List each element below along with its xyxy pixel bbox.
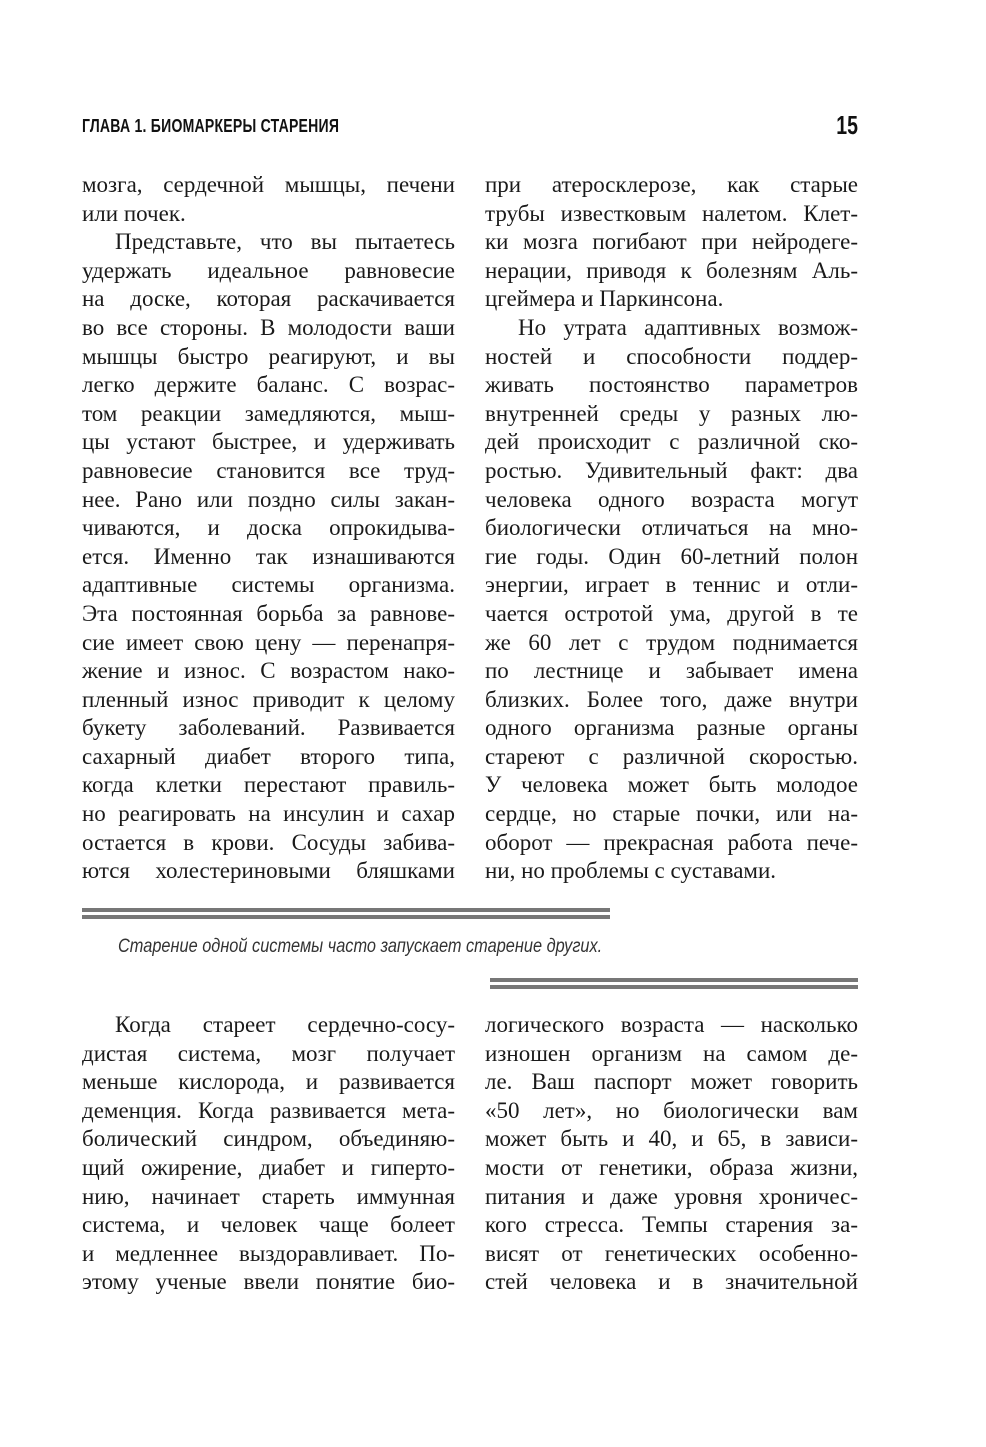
text-line: этому ученые ввели понятие био- xyxy=(82,1269,455,1295)
text-line: или почек. xyxy=(82,200,186,226)
text-line: ки мозга погибают при нейродеге- xyxy=(485,229,858,255)
text-line: У человека может быть молодое xyxy=(485,772,858,798)
text-line: гие годы. Один 60-летний полон xyxy=(485,543,858,569)
text-line: сахарный диабет второго типа, xyxy=(82,743,455,769)
text-line: по лестнице и забывает имена xyxy=(485,658,858,684)
text-line: трубы известковым налетом. Клет- xyxy=(485,200,858,226)
page-number: 15 xyxy=(836,110,858,140)
text-line: том реакции замедляются, мыш- xyxy=(82,400,455,426)
pull-quote-top-rule xyxy=(82,908,610,912)
text-line: человека одного возраста могут xyxy=(485,486,858,512)
text-line: сие имеет свою цену — перенапря- xyxy=(82,629,455,655)
text-line: живать постоянство параметров xyxy=(485,372,858,398)
text-line: дей происходит с различной ско- xyxy=(485,429,858,455)
text-line: чается остротой ума, другой в те xyxy=(485,600,858,626)
text-line: энергии, играет в теннис и отли- xyxy=(485,572,858,598)
text-line: ностей и способности поддер- xyxy=(485,343,858,369)
text-line: стей человека и в значительной xyxy=(485,1269,858,1295)
text-line: щий ожирение, диабет и гиперто- xyxy=(82,1154,455,1180)
text-line: и медленнее выздоравливает. По- xyxy=(82,1240,455,1266)
text-line: равновесие становится все труд- xyxy=(82,457,455,483)
text-line: может быть и 40, и 65, в зависи- xyxy=(485,1126,858,1152)
text-column-bottom-left xyxy=(82,1011,455,1297)
text-line: Когда стареет сердечно-сосу- xyxy=(115,1012,455,1037)
text-line: висят от генетических особенно- xyxy=(485,1240,858,1266)
text-column-top-right xyxy=(485,171,858,886)
text-line: ется. Именно так изнашиваются xyxy=(82,543,455,569)
text-line: кого стресса. Темпы старения за- xyxy=(485,1212,858,1238)
text-column-bottom-right xyxy=(485,1011,858,1297)
text-line: оборот — прекрасная работа пече- xyxy=(485,829,858,855)
text-line: изношен организм на самом де- xyxy=(485,1040,858,1066)
pull-quote-bottom-rule xyxy=(490,985,858,989)
text-line: на доске, которая раскачивается xyxy=(82,286,455,312)
text-line: питания и даже уровня хроничес- xyxy=(485,1183,858,1209)
text-line: деменция. Когда развивается мета- xyxy=(82,1097,455,1123)
text-line: нерации, приводя к болезням Аль- xyxy=(485,257,858,283)
text-line: нию, начинает стареть иммунная xyxy=(82,1183,455,1209)
text-line: когда клетки перестают правиль- xyxy=(82,772,455,798)
text-line: остается в крови. Сосуды забива- xyxy=(82,829,455,855)
text-line: букету заболеваний. Развивается xyxy=(82,715,455,741)
pull-quote-top-rule xyxy=(82,915,610,919)
text-line: же 60 лет с трудом поднимается xyxy=(485,629,858,655)
text-line: внутренней среды у разных лю- xyxy=(485,400,858,426)
text-line: удержать идеальное равновесие xyxy=(82,257,455,283)
pull-quote: Старение одной системы часто запускает старение других. xyxy=(118,936,603,957)
text-line: болический синдром, объединяю- xyxy=(82,1126,455,1152)
text-line: меньше кислорода, и развивается xyxy=(82,1069,455,1095)
text-line: легко держите баланс. С возрас- xyxy=(82,372,455,398)
text-line: сердце, но старые почки, или на- xyxy=(485,801,858,827)
text-line: ются холестериновыми бляшками xyxy=(82,858,455,884)
text-line: Но утрата адаптивных возмож- xyxy=(518,314,858,340)
text-line: Представьте, что вы пытаетесь xyxy=(115,229,455,255)
text-line: система, и человек чаще болеет xyxy=(82,1212,455,1238)
text-line: ле. Ваш паспорт может говорить xyxy=(485,1069,858,1095)
text-line: ростью. Удивительный факт: два xyxy=(485,457,858,483)
text-line: цгеймера и Паркинсона. xyxy=(485,286,724,312)
text-line: близких. Более того, даже внутри xyxy=(485,686,858,712)
text-line: мышцы быстро реагируют, и вы xyxy=(82,343,455,369)
text-line: при атеросклерозе, как старые xyxy=(485,172,858,197)
text-line: Эта постоянная борьба за равнове- xyxy=(82,600,455,626)
text-line: цы устают быстрее, и удерживать xyxy=(82,429,455,455)
text-line: пленный износ приводит к целому xyxy=(82,686,455,712)
text-line: стареют с различной скоростью. xyxy=(485,743,858,769)
text-line: «50 лет», но биологически вам xyxy=(485,1097,858,1123)
text-line: мости от генетики, образа жизни, xyxy=(485,1154,858,1180)
text-line: но реагировать на инсулин и сахар xyxy=(82,801,455,827)
text-line: биологически отличаться на мно- xyxy=(485,515,858,541)
text-line: одного организма разные органы xyxy=(485,715,858,741)
text-line: дистая система, мозг получает xyxy=(82,1040,455,1066)
text-line: жение и износ. С возрастом нако- xyxy=(82,658,455,684)
text-line: ни, но проблемы с суставами. xyxy=(485,858,777,884)
text-column-top-left xyxy=(82,171,455,886)
text-line: адаптивные системы организма. xyxy=(82,572,455,598)
text-line: чиваются, и доска опрокидыва- xyxy=(82,515,455,541)
text-line: во все стороны. В молодости ваши xyxy=(82,314,455,340)
text-line: нее. Рано или поздно силы закан- xyxy=(82,486,455,512)
text-line: мозга, сердечной мышцы, печени xyxy=(82,172,455,197)
text-line: логического возраста — насколько xyxy=(485,1012,858,1037)
pull-quote-bottom-rule xyxy=(490,978,858,982)
chapter-running-header: ГЛАВА 1. БИОМАРКЕРЫ СТАРЕНИЯ xyxy=(82,116,340,136)
